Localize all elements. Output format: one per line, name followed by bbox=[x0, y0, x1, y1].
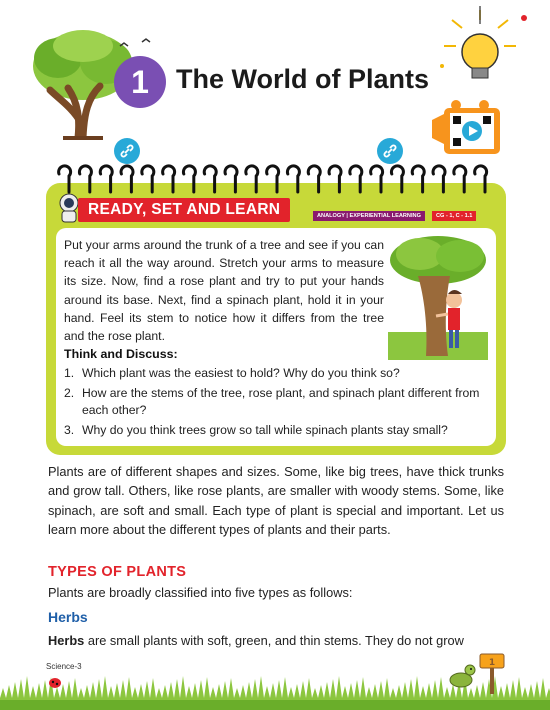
intro-paragraph: Plants are of different shapes and sizes. Some, like big trees, have thick trunks and grow tall. Others, like rose plants, are smaller with woody stems. Some, like spinach, are soft and small. Each type of plant is special and important. Let us learn more about the different types of plants and their parts. bbox=[48, 464, 504, 538]
spiral-ring bbox=[454, 166, 466, 192]
spiral-ring bbox=[371, 166, 383, 192]
spiral-ring bbox=[225, 166, 237, 192]
signpost-icon bbox=[478, 652, 506, 694]
spiral-ring bbox=[391, 166, 403, 192]
spiral-ring bbox=[412, 166, 424, 192]
classification-intro: Plants are broadly classified into five types as follows: bbox=[48, 585, 353, 600]
discussion-questions bbox=[64, 365, 484, 442]
spiral-ring bbox=[329, 166, 341, 192]
spiral-ring bbox=[433, 166, 445, 192]
chapter-number-badge bbox=[114, 56, 166, 108]
spiral-ring bbox=[267, 166, 279, 192]
ladybug-icon bbox=[48, 676, 62, 688]
spiral-ring bbox=[59, 166, 71, 192]
list-item: 2. How are the stems of the tree, rose plant, and spinach plant different from each other? bbox=[64, 386, 480, 417]
footer-subject-label: Science-3 bbox=[46, 662, 82, 671]
list-item: 3. Why do you think trees grow so tall while spinach plants stay small? bbox=[64, 423, 448, 437]
link-icon[interactable] bbox=[114, 138, 140, 164]
think-and-discuss-heading: Think and Discuss: bbox=[64, 347, 178, 361]
spiral-ring bbox=[246, 166, 258, 192]
herbs-definition: Herbs are small plants with soft, green, and thin stems. They do not grow bbox=[48, 633, 464, 648]
list-item: 1. Which plant was the easiest to hold? Why do you think so? bbox=[64, 366, 400, 380]
curriculum-code-tag: CG - 1, C - 1.1 bbox=[432, 211, 476, 221]
spiral-ring bbox=[100, 166, 112, 192]
section-heading: TYPES OF PLANTS bbox=[48, 564, 187, 580]
spiral-ring bbox=[142, 166, 154, 192]
child-hugging-tree-illustration bbox=[388, 236, 488, 360]
spiral-ring bbox=[350, 166, 362, 192]
svg-text:1: 1 bbox=[488, 658, 496, 668]
birds-icon bbox=[118, 38, 158, 52]
video-qr-icon[interactable] bbox=[432, 100, 502, 158]
lightbulb-icon bbox=[436, 6, 532, 88]
turtle-icon bbox=[446, 660, 476, 690]
ground-strip bbox=[0, 700, 550, 710]
spiral-binding bbox=[55, 162, 500, 198]
skill-tag: ANALOGY | EXPERIENTIAL LEARNING bbox=[313, 211, 425, 221]
spiral-ring bbox=[121, 166, 133, 192]
spiral-ring bbox=[79, 166, 91, 192]
spiral-ring bbox=[287, 166, 299, 192]
subsection-heading: Herbs bbox=[48, 609, 88, 625]
spiral-ring bbox=[163, 166, 175, 192]
spiral-ring bbox=[308, 166, 320, 192]
link-icon[interactable] bbox=[377, 138, 403, 164]
chapter-number: 1 bbox=[131, 63, 149, 100]
spiral-ring bbox=[183, 166, 195, 192]
page-title: The World of Plants bbox=[176, 64, 430, 94]
section-banner: READY, SET AND LEARN bbox=[78, 198, 290, 222]
spiral-ring bbox=[204, 166, 216, 192]
spiral-ring bbox=[475, 166, 487, 192]
activity-paragraph: Put your arms around the trunk of a tree and see if you can reach it all the way around. Stretch your arms to measure its size. Now, find a rose plant and try to put your hands around its base. Next, find a spinach plant, hold it in your hand. Feel its stem to notice how it differs from the tree and the rose plant. bbox=[64, 238, 384, 344]
